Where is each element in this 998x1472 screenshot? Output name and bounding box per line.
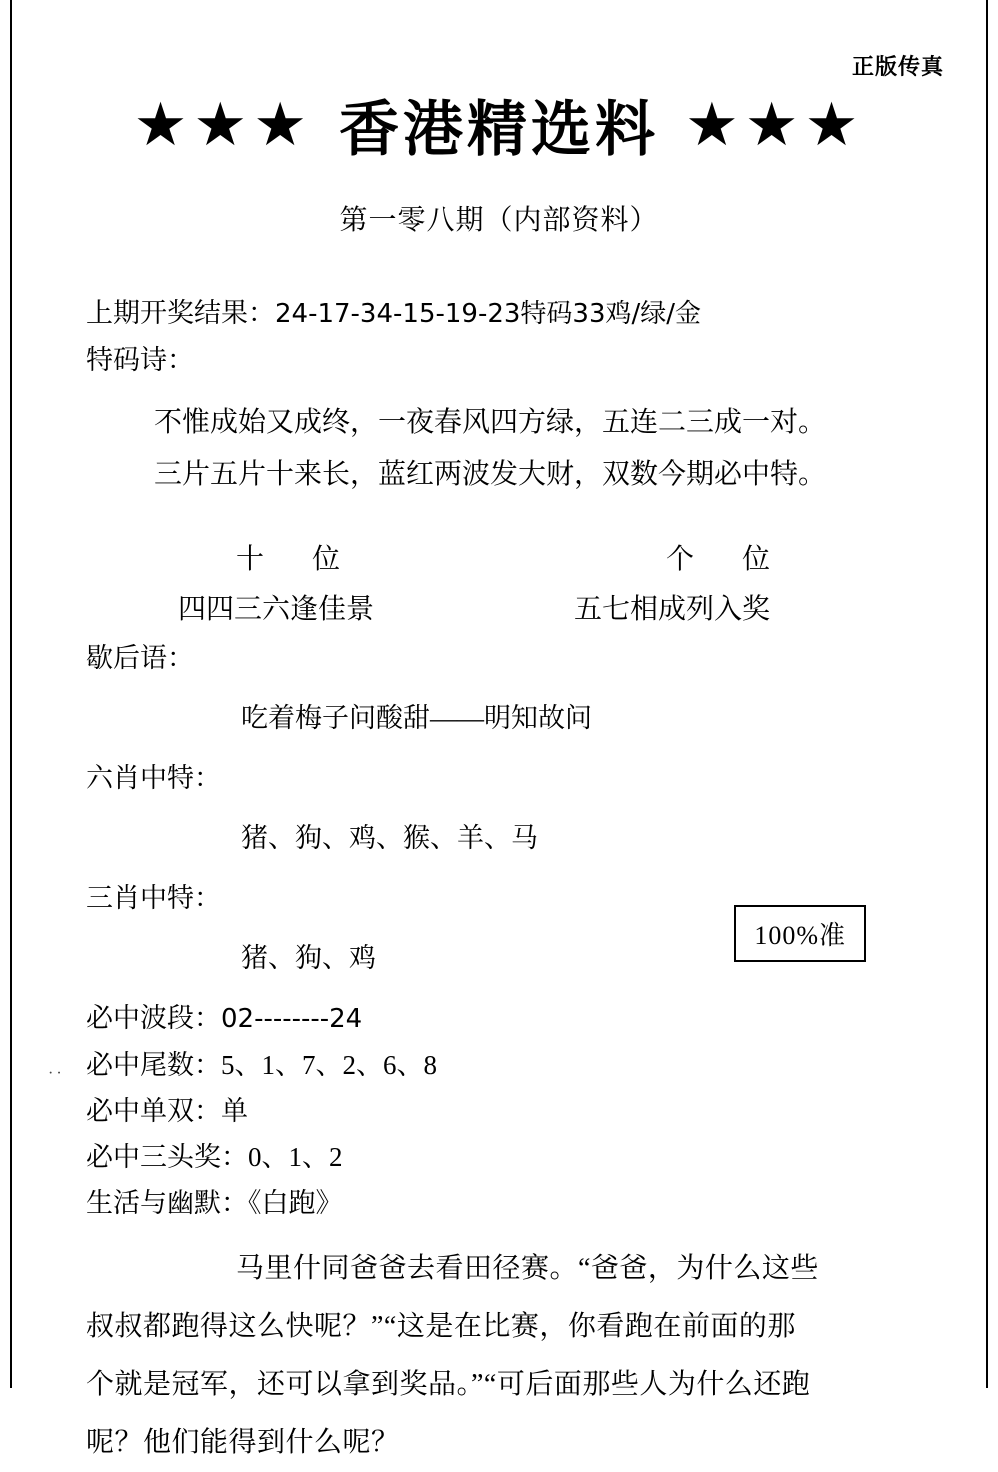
oddeven-value: 单 [221,1096,248,1126]
poem-label: 特码诗： [86,345,194,375]
spacer [86,861,916,875]
xiehouyu-label: 歇后语： [86,643,194,673]
story-line-3: 个就是冠军，还可以拿到奖品。”“可后面那些人为什么还跑 [86,1369,811,1400]
spacer [86,681,916,695]
six-zodiac-value: 猪、狗、鸡、猴、羊、马 [241,823,538,853]
spacer [86,383,916,397]
head-line [86,1134,916,1180]
humor-label: 生活与幽默：《白跑》 [86,1188,343,1218]
oddeven-label: 必中单双： [86,1096,221,1126]
last-result-line [86,290,916,337]
oddeven-line [86,1088,916,1134]
title-row [0,82,998,168]
wave-value: 02--------24 [221,1004,363,1034]
poem-line-2: 三片五片十来长，蓝红两波发大财，双数今期必中特。 [154,459,827,490]
spacer [86,1226,916,1240]
accuracy-stamp: 100%准 [734,905,866,962]
ones-header: 个 位 [666,544,781,575]
spacer [86,801,916,815]
document-body [86,290,916,1472]
page-title: 香港精选料 [339,97,659,163]
story-line-4: 呢？他们能得到什么呢？ [86,1427,400,1458]
digits-header-row [86,535,916,585]
xiehouyu-value: 吃着梅子问酸甜——明知故问 [241,703,592,733]
tens-header: 十 位 [236,544,351,575]
three-zodiac-value: 猪、狗、鸡 [241,943,376,973]
tens-value: 四四三六逢佳景 [178,594,375,625]
story-line-2: 叔叔都跑得这么快呢？”“这是在比赛，你看跑在前面的那 [86,1311,796,1342]
stars-right-icon: ★★★ [685,90,865,160]
tail-line [86,1042,916,1088]
head-value: 0、1、2 [248,1142,343,1172]
issue-subtitle: 第一零八期（内部资料） [339,205,659,236]
spacer [86,501,916,535]
tail-value: 5、1、7、2、6、8 [221,1050,437,1080]
digits-value-row [86,585,916,635]
last-result-label: 上期开奖结果： [86,298,275,328]
margin-marks: ·· [48,1065,65,1082]
spacer [86,741,916,755]
authenticity-note: 正版传真 [851,54,944,79]
wave-line [86,995,916,1042]
wave-label: 必中波段： [86,1003,221,1033]
story-line-1: 马里什同爸爸去看田径赛。“爸爸，为什么这些 [236,1253,819,1284]
poem-line-1: 不惟成始又成终，一夜春风四方绿，五连二三成一对。 [154,407,827,438]
three-zodiac-label: 三肖中特： [86,883,221,913]
story-text [86,1240,916,1472]
tail-label: 必中尾数： [86,1050,221,1080]
ones-value: 五七相成列入奖 [574,594,771,625]
head-label: 必中三头奖： [86,1142,248,1172]
six-zodiac-label: 六肖中特： [86,763,221,793]
stars-left-icon: ★★★ [133,90,313,160]
last-result-value: 24-17-34-15-19-23特码33鸡/绿/金 [275,299,702,329]
spacer [86,981,916,995]
